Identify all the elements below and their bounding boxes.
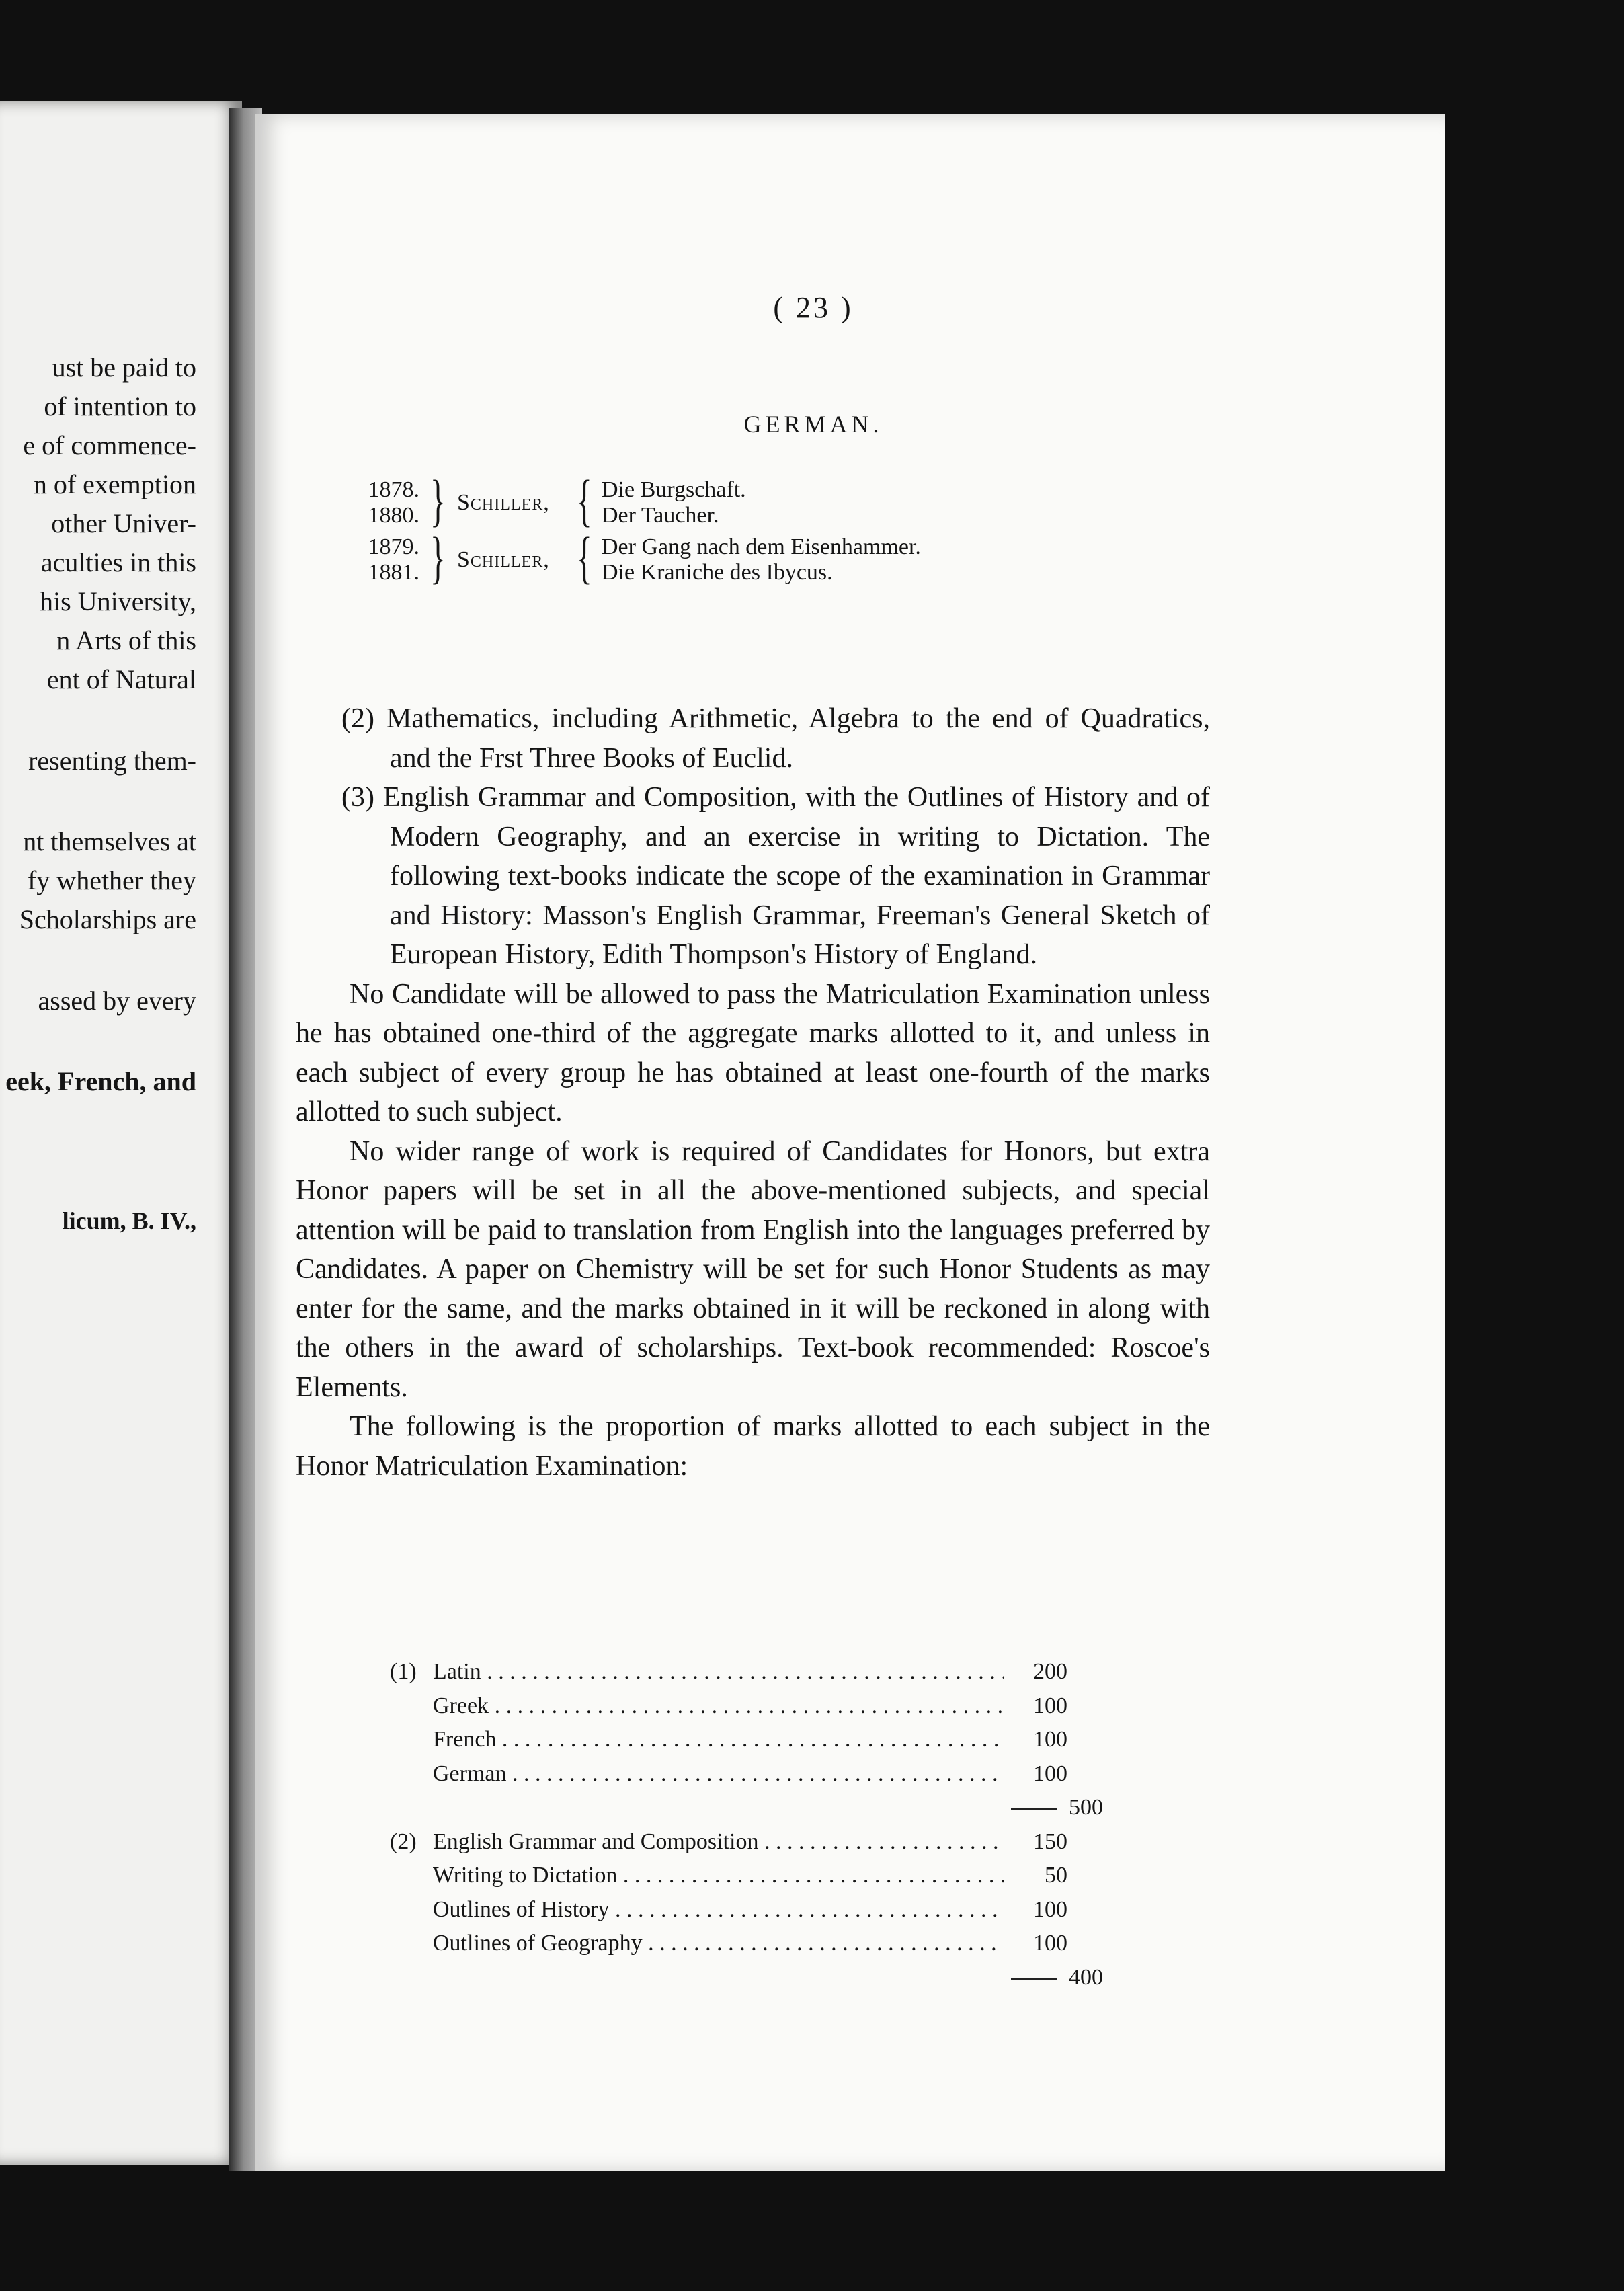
schiller-entry bbox=[356, 525, 1230, 590]
left-page-line: other Univer- bbox=[51, 508, 196, 538]
left-page-line: n Arts of this bbox=[56, 625, 196, 655]
left-page-line: ust be paid to bbox=[52, 352, 196, 383]
years: 1878. 1880. bbox=[368, 477, 419, 528]
author: Schiller, bbox=[457, 490, 550, 515]
dash-rule bbox=[1011, 1808, 1057, 1810]
brace-icon: } bbox=[430, 525, 446, 590]
marks-row: Writing to Dictation . . . 50 bbox=[255, 1859, 1398, 1893]
left-page-line: aculties in this bbox=[40, 547, 196, 577]
numbered-item: (2) Mathematics, including Arithmetic, Algebra to the end of Quadratics, and the Frst Three Books of Euclid. bbox=[341, 703, 1210, 774]
brace-icon: { bbox=[577, 525, 592, 590]
right-page bbox=[255, 114, 1445, 2171]
marks-row: Greek . . . 100 bbox=[255, 1689, 1398, 1724]
left-page-line: n of exemption bbox=[33, 469, 196, 499]
left-page-line: eek, French, and bbox=[5, 1066, 196, 1096]
left-page-line: resenting them- bbox=[28, 746, 196, 776]
marks-row: French . . . 100 bbox=[255, 1723, 1398, 1757]
brace-icon: } bbox=[430, 468, 446, 532]
author: Schiller, bbox=[457, 547, 550, 572]
marks-table bbox=[255, 1655, 1398, 1995]
body-text bbox=[296, 699, 1210, 1486]
years: 1879. 1881. bbox=[368, 534, 419, 585]
marks-row: Outlines of Geography . . . 100 bbox=[255, 1927, 1398, 1961]
numbered-item: (3) English Grammar and Composition, with the Outlines of History and of Modern Geography, and an exercise in writing to Dictation. The following text-books indicate the scope of the examination in Grammar and History: Masson's English Grammar, Freeman's General Sketch of European History, Edith Thompson's History of England. bbox=[341, 782, 1211, 970]
left-page-line: nt themselves at bbox=[23, 826, 196, 856]
brace-icon: { bbox=[577, 468, 592, 532]
marks-row: Outlines of History . . . 100 bbox=[255, 1893, 1398, 1927]
left-page-line: Scholarships are bbox=[19, 904, 196, 934]
paragraph: No Candidate will be allowed to pass the Matriculation Examination unless he has obtained one-third of the aggregate marks allotted to it, and unless in each subject of every group he has obtained at least one-fourth of the marks allotted to such subject. bbox=[296, 978, 1210, 1127]
marks-subtotal: 400 bbox=[255, 1961, 1398, 1995]
marks-row: German . . . 100 bbox=[255, 1757, 1398, 1792]
left-page bbox=[0, 101, 242, 2165]
left-page-line: licum, B. IV., bbox=[62, 1207, 196, 1234]
left-page-line: assed by every bbox=[38, 986, 196, 1016]
marks-subtotal: 500 bbox=[255, 1791, 1398, 1825]
section-heading: GERMAN. bbox=[743, 411, 883, 438]
schiller-entry bbox=[356, 468, 1230, 532]
paragraph: The following is the proportion of marks allotted to each subject in the Honor Matriculation Examination: bbox=[296, 1411, 1210, 1482]
titles: Der Gang nach dem Eisenhammer. Die Kraniche des Ibycus. bbox=[602, 534, 921, 585]
left-page-line: e of commence- bbox=[23, 430, 196, 460]
page-number: ( 23 ) bbox=[773, 291, 854, 324]
left-page-line: ent of Natural bbox=[46, 664, 196, 694]
left-page-line: fy whether they bbox=[27, 865, 196, 895]
dash-rule bbox=[1011, 1978, 1057, 1980]
paragraph: No wider range of work is required of Candidates for Honors, but extra Honor papers will be set in all the above-mentioned subjects, and special attention will be paid to translation from English into the languages preferred by Candidates. A paper on Chemistry will be set for such Honor Students as may enter for the same, and the marks obtained in it will be reckoned in along with the others in the award of scholarships. Text-book recommended: Roscoe's Elements. bbox=[296, 1135, 1210, 1403]
titles: Die Burgschaft. Der Taucher. bbox=[602, 477, 746, 528]
left-page-line: of intention to bbox=[44, 391, 196, 421]
marks-row: (2) English Grammar and Composition . . . 150 bbox=[255, 1825, 1398, 1859]
left-page-line: his University, bbox=[40, 586, 196, 616]
marks-row: (1) Latin . . . 200 bbox=[255, 1655, 1398, 1689]
